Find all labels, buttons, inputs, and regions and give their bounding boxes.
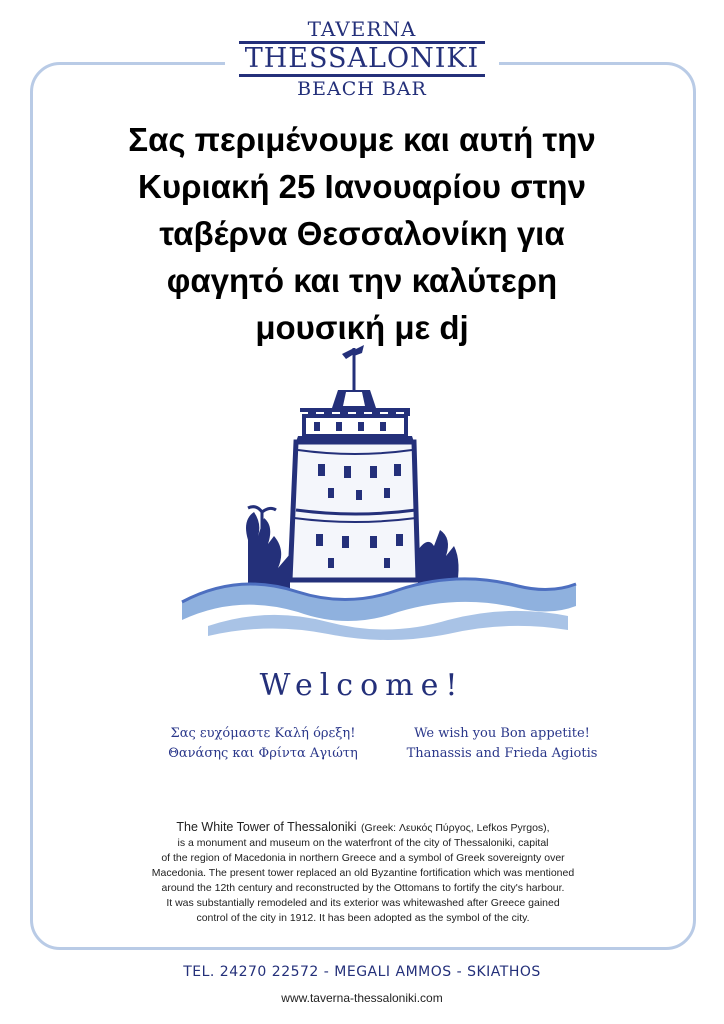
greeting-english [392,724,612,764]
announcement-line: ταβέρνα Θεσσαλονίκη για [159,215,565,252]
greeting-english-line2: Thanassis and Frieda Agiotis [406,746,598,761]
white-tower-description [80,819,646,926]
greeting-greek-line1: Σας ευχόμαστε Καλή όρεξη! [170,726,356,741]
announcement-line: Σας περιμένουμε και αυτή την [128,121,596,158]
description-line: Macedonia. The present tower replaced an old Byzantine fortification which was mentioned [151,867,575,879]
brand-line-name: THESSALONIKI [239,41,485,77]
description-greek-name: (Greek: Λευκός Πύργος, Lefkos Pyrgos), [361,822,550,834]
description-line: control of the city in 1912. It has been adopted as the symbol of the city. [196,912,530,924]
greeting-greek-line2: Θανάσης και Φρίντα Αγιώτη [168,746,358,761]
welcome-heading: Welcome! [259,668,465,703]
announcement-line: φαγητό και την καλύτερη [166,262,558,299]
brand-line-taverna: TAVERNA [307,17,417,41]
description-line: It was substantially remodeled and its exterior was whitewashed after Greece gained [166,897,560,909]
white-tower-illustration [178,340,580,640]
event-announcement [40,116,684,351]
announcement-line: Κυριακή 25 Ιανουαρίου στην [138,168,586,205]
brand-logo [0,18,724,100]
description-line: of the region of Macedonia in northern Greece and a symbol of Greek sovereignty over [161,852,565,864]
contact-phone-line: TEL. 24270 22572 - MEGALI AMMOS - SKIATHOS [183,964,541,980]
description-line: is a monument and museum on the waterfront of the city of Thessaloniki, capital [177,837,549,849]
announcement-line: μουσική με dj [255,309,469,346]
flag-icon [342,345,364,390]
website-link[interactable]: www.taverna-thessaloniki.com [281,991,443,1005]
greeting-english-line1: We wish you Bon appetite! [414,726,590,741]
brand-line-beach-bar: BEACH BAR [297,78,427,100]
description-title: The White Tower of Thessaloniki [176,820,357,834]
sea-waves-icon [182,579,576,640]
greeting-greek [158,724,368,764]
description-line: around the 12th century and reconstructed by the Ottomans to fortify the city's harbour. [161,882,565,894]
